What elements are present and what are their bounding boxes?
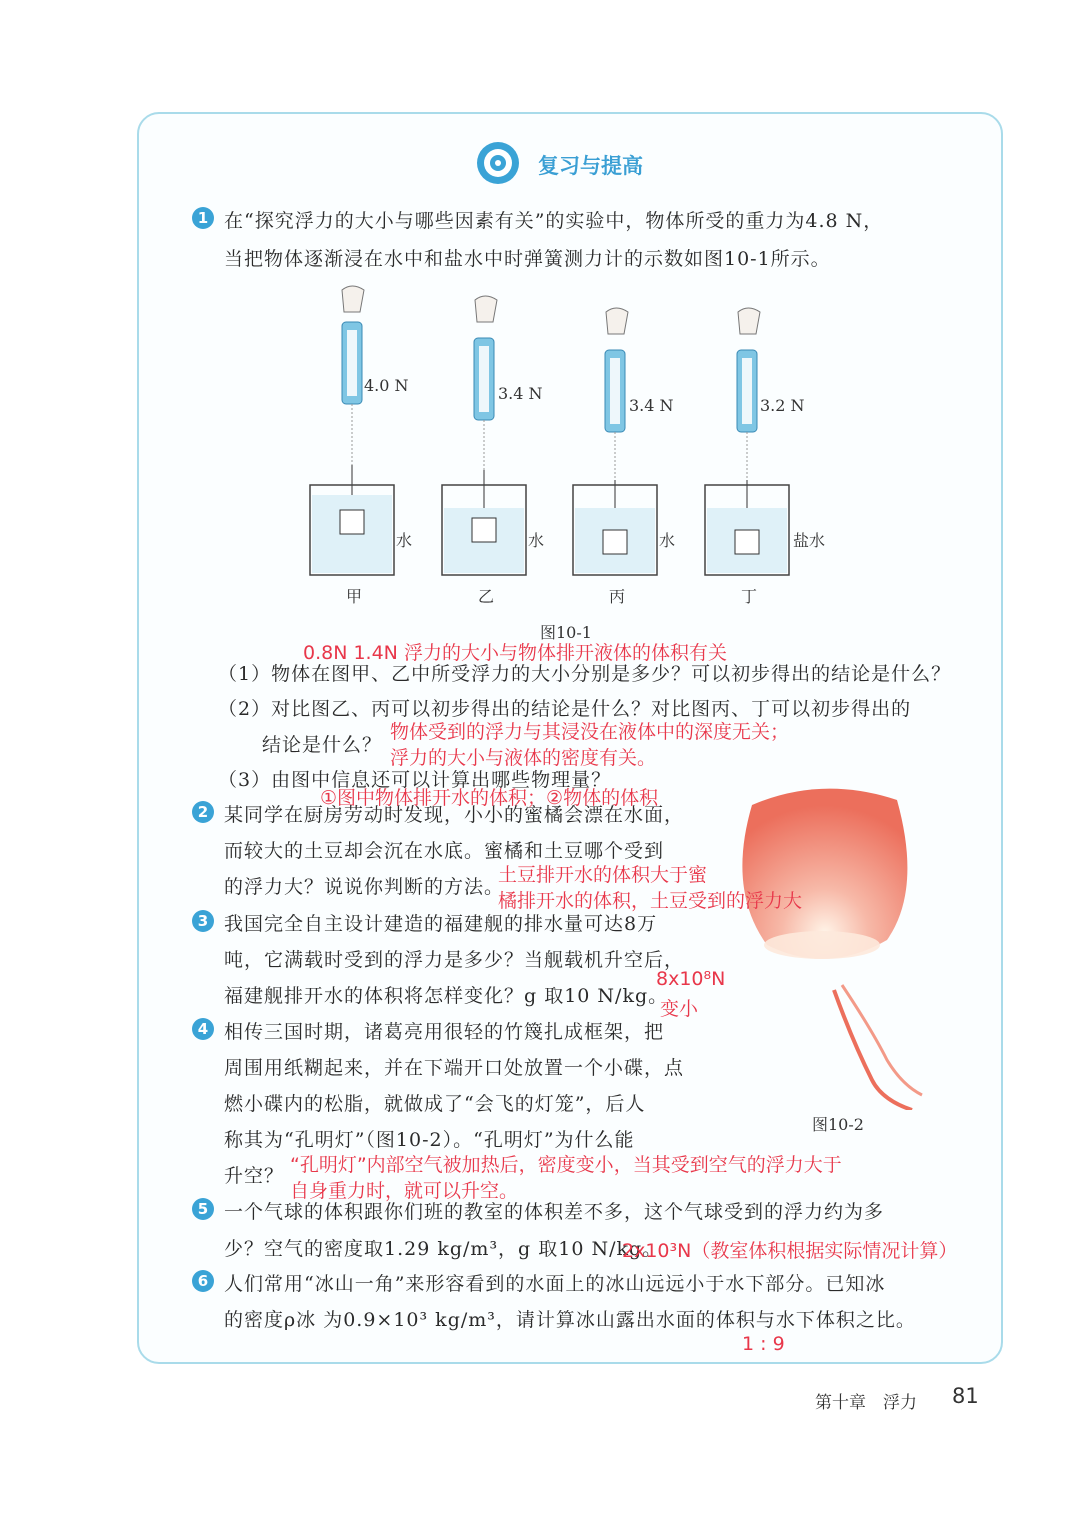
q1-sub2b: 结论是什么？	[262, 734, 383, 756]
spring-scale-experiment	[290, 280, 850, 620]
q3-line3: 福建舰排开水的体积将怎样变化？g 取10 N/kg。	[224, 985, 669, 1007]
answer-annotation: 1 : 9	[742, 1333, 785, 1355]
liquid-jia: 水	[396, 531, 413, 550]
reading-yi: 3.4 N	[498, 384, 543, 403]
q2-line2: 而较大的土豆却会沉在水底。蜜橘和土豆哪个受到	[224, 840, 665, 862]
q1-line2: 当把物体逐渐浸在水中和盐水中时弹簧测力计的示数如图10-1所示。	[224, 248, 831, 270]
reading-ding: 3.2 N	[760, 396, 805, 415]
question-number: 3	[192, 910, 214, 932]
reading-jia: 4.0 N	[364, 376, 409, 395]
label-yi: 乙	[478, 587, 495, 606]
figure-10-1	[290, 280, 850, 620]
answer-annotation: 变小	[660, 998, 699, 1020]
question-number: 6	[192, 1270, 214, 1292]
question-number: 1	[192, 207, 214, 229]
q1-sub1: （1）物体在图甲、乙中所受浮力的大小分别是多少？可以初步得出的结论是什么？	[218, 663, 952, 685]
q6-line1: 人们常用“冰山一角”来形容看到的水面上的冰山远远小于水下部分。已知冰	[224, 1273, 886, 1295]
answer-annotation: 自身重力时，就可以升空。	[290, 1180, 519, 1202]
answer-annotation: ①图中物体排开水的体积；②物体的体积	[320, 787, 659, 809]
label-ding: 丁	[741, 587, 758, 606]
sky-lantern-image	[722, 780, 937, 1110]
liquid-bing: 水	[659, 531, 676, 550]
q1-sub3: （3）由图中信息还可以计算出哪些物理量？	[218, 769, 612, 791]
q2-line3: 的浮力大？说说你判断的方法。	[224, 876, 505, 898]
q5-line2: 少？空气的密度取1.29 kg/m³，g 取10 N/kg。	[224, 1238, 663, 1260]
q1-sub2a: （2）对比图乙、丙可以初步得出的结论是什么？对比图丙、丁可以初步得出的	[218, 698, 912, 720]
section-title: 复习与提高	[538, 154, 643, 178]
answer-annotation: 0.8N 1.4N 浮力的大小与物体排开液体的体积有关	[303, 642, 727, 664]
q5-line1: 一个气球的体积跟你们班的教室的体积差不多，这个气球受到的浮力约为多	[224, 1201, 885, 1223]
q3-line1: 我国完全自主设计建造的福建舰的排水量可达8万	[224, 913, 658, 935]
q2-line1: 某同学在厨房劳动时发现，小小的蜜橘会漂在水面，	[224, 804, 685, 826]
q4-line3: 燃小碟内的松脂，就做成了“会飞的灯笼”，后人	[224, 1093, 646, 1115]
page-number: 81	[952, 1384, 979, 1408]
apparatus-ding	[705, 308, 789, 575]
question-number: 5	[192, 1198, 214, 1220]
reading-bing: 3.4 N	[629, 396, 674, 415]
q4-line1: 相传三国时期，诸葛亮用很轻的竹篾扎成框架，把	[224, 1021, 665, 1043]
answer-annotation: 物体受到的浮力与其浸没在液体中的深度无关；	[390, 721, 790, 743]
label-bing: 丙	[609, 587, 626, 606]
answer-annotation: 橘排开水的体积，土豆受到的浮力大	[498, 890, 803, 912]
q4-line4: 称其为“孔明灯”（图10-2）。“孔明灯”为什么能	[224, 1129, 635, 1151]
figure-caption: 图10-2	[812, 1115, 864, 1134]
q6-line2: 的密度ρ冰 为0.9×10³ kg/m³，请计算冰山露出水面的体积与水下体积之比。	[224, 1309, 916, 1331]
figure-caption: 图10-1	[540, 623, 592, 642]
target-icon	[475, 140, 521, 186]
question-number: 4	[192, 1018, 214, 1040]
liquid-yi: 水	[528, 531, 545, 550]
apparatus-bing	[573, 308, 657, 575]
answer-annotation: 2x10³N（教室体积根据实际情况计算）	[622, 1240, 958, 1262]
answer-annotation: 浮力的大小与液体的密度有关。	[390, 747, 657, 769]
q3-line2: 吨，它满载时受到的浮力是多少？当舰载机升空后，	[224, 949, 685, 971]
apparatus-yi	[442, 296, 526, 575]
apparatus-jia	[310, 286, 394, 575]
answer-annotation: “孔明灯”内部空气被加热后，密度变小，当其受到空气的浮力大于	[290, 1154, 842, 1176]
answer-annotation: 8x10⁸N	[656, 968, 726, 990]
liquid-ding: 盐水	[793, 531, 826, 550]
q1-line1: 在“探究浮力的大小与哪些因素有关”的实验中，物体所受的重力为4.8 N，	[224, 210, 884, 232]
question-number: 2	[192, 801, 214, 823]
answer-annotation: 土豆排开水的体积大于蜜	[498, 864, 708, 886]
label-jia: 甲	[346, 587, 363, 606]
q4-line5: 升空？	[224, 1165, 285, 1187]
q4-line2: 周围用纸糊起来，并在下端开口处放置一个小碟，点	[224, 1057, 685, 1079]
chapter-label: 第十章 浮力	[815, 1393, 917, 1413]
